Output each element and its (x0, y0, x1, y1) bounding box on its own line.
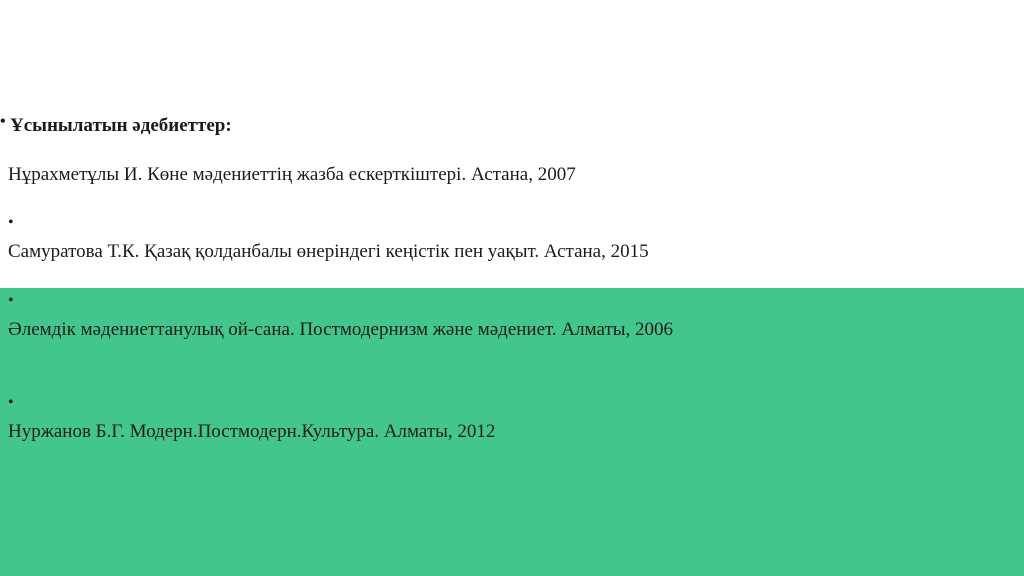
references-heading (0, 113, 404, 138)
heading-bullet: • (0, 113, 6, 130)
reference-item: Нуржанов Б.Г. Модерн.Постмодерн.Культура. Алматы, 2012 (8, 421, 496, 442)
reference-bullet: • (8, 214, 14, 231)
reference-bullet: • (8, 292, 14, 309)
reference-bullet: • (8, 394, 14, 411)
heading-text: Ұсынылатын әдебиеттер: (10, 115, 232, 136)
reference-item: Самуратова Т.К. Қазақ қолданбалы өнеріндегі кеңістік пен уақыт. Астана, 2015 (8, 241, 649, 262)
reference-item: Нұрахметұлы И. Көне мәдениеттің жазба ескерткіштері. Астана, 2007 (8, 164, 576, 185)
reference-item: Әлемдік мәдениеттанулық ой-сана. Постмодернизм және мәдениет. Алматы, 2006 (8, 319, 674, 340)
